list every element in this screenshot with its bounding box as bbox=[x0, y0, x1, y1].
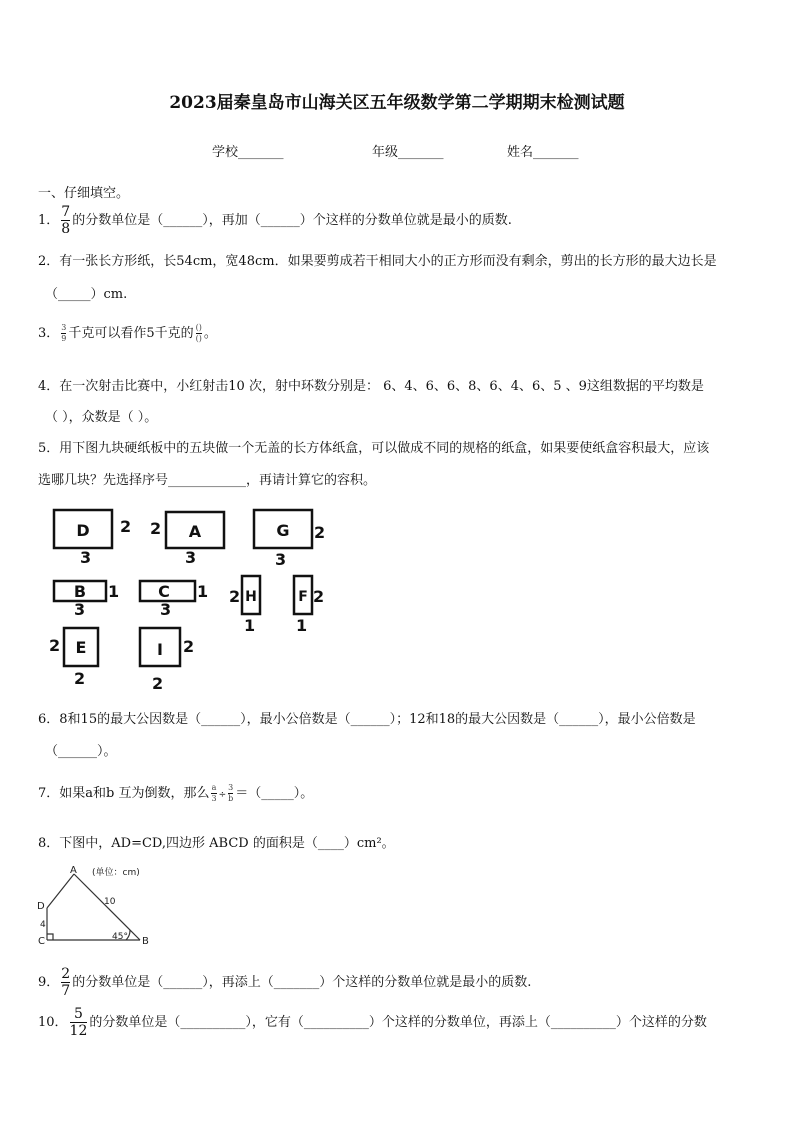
vertex-D: D bbox=[37, 901, 45, 912]
cardboard-figure bbox=[40, 500, 350, 695]
question-5-line-1: 5．用下图九块硬纸板中的五块做一个无盖的长方体纸盒，可以做成不同的规格的纸盒，如果要使纸盒容积最大，应该 bbox=[38, 441, 710, 456]
vertex-A: A bbox=[70, 865, 77, 876]
question-number: 9． bbox=[38, 975, 60, 990]
side-dc-label: 4 bbox=[40, 920, 46, 930]
board-side: 2 bbox=[183, 637, 195, 656]
board-bottom: 2 bbox=[74, 669, 86, 688]
fraction: $\frac{7}{8}$ bbox=[61, 204, 71, 237]
school-field: 学校_______ bbox=[212, 145, 284, 160]
question-text: 7．如果a和b 互为倒数，那么 bbox=[38, 786, 210, 801]
question-9 bbox=[38, 967, 531, 998]
board-side: 2 bbox=[314, 523, 326, 542]
board-bottom: 3 bbox=[80, 548, 92, 567]
angle-label: 45° bbox=[112, 932, 128, 942]
fraction: $\frac{5}{12}$ bbox=[69, 1006, 88, 1039]
section-heading: 一、仔细填空。 bbox=[38, 186, 130, 201]
question-number: 1． bbox=[38, 213, 60, 228]
board-bottom: 1 bbox=[244, 616, 256, 635]
board-label: G bbox=[276, 521, 290, 540]
vertex-C: C bbox=[38, 936, 45, 947]
page-title: 2023届秦皇岛市山海关区五年级数学第二学期期末检测试题 bbox=[169, 93, 625, 113]
board-label: D bbox=[76, 521, 90, 540]
board-label: H bbox=[245, 589, 257, 605]
board-bottom: 3 bbox=[160, 600, 172, 619]
grade-field: 年级_______ bbox=[372, 145, 444, 160]
question-text: 的分数单位是（__________），它有（__________）个这样的分数单位，再添上（__________）个这样的分数 bbox=[89, 1015, 707, 1030]
question-4-line-1: 4．在一次射击比赛中，小红射击10 次，射中环数分别是： 6、4、6、6、8、6、4、6、5 、9这组数据的平均数是 bbox=[38, 379, 704, 394]
question-text: 的分数单位是（______），再添上（_______）个这样的分数单位就是最小的质数. bbox=[72, 975, 532, 990]
board-label: I bbox=[157, 640, 163, 659]
board-label: C bbox=[158, 582, 170, 601]
fraction: $\frac{2}{7}$ bbox=[61, 966, 71, 999]
board-side: 2 bbox=[313, 587, 325, 606]
board-side: 2 bbox=[229, 587, 241, 606]
board-side: 2 bbox=[150, 519, 162, 538]
board-bottom: 3 bbox=[185, 548, 197, 567]
fraction: $\frac{a}{3}$ bbox=[211, 783, 217, 803]
question-10 bbox=[38, 1007, 707, 1038]
fraction: $\frac{3}{b}$ bbox=[228, 783, 234, 803]
board-label: A bbox=[188, 522, 202, 541]
board-side: 1 bbox=[197, 582, 209, 601]
question-7: 7．如果a和b 互为倒数，那么 $\frac{a}{3}$ ÷ $\frac{3}{b}$ ＝（_____）。 bbox=[38, 783, 314, 803]
board-label: F bbox=[298, 589, 308, 605]
fraction: $\frac{3}{9}$ bbox=[61, 323, 67, 343]
quadrilateral-figure bbox=[36, 862, 186, 952]
board-bottom: 3 bbox=[275, 550, 287, 569]
question-4-line-2: （ ），众数是（ ）。 bbox=[45, 410, 158, 425]
board-side: 2 bbox=[49, 636, 61, 655]
board-bottom: 3 bbox=[74, 600, 86, 619]
board-bottom: 1 bbox=[296, 616, 308, 635]
question-2-line-1: 2．有一张长方形纸，长54cm，宽48cm．如果要剪成若干相同大小的正方形而没有剩余，剪出的长方形的最大边长是 bbox=[38, 254, 717, 269]
question-6-line-2: （______）。 bbox=[45, 744, 117, 759]
vertex-B: B bbox=[142, 936, 149, 947]
board-side: 1 bbox=[108, 582, 120, 601]
question-2-line-2: （_____）cm. bbox=[45, 287, 128, 302]
board-label: E bbox=[75, 638, 87, 657]
operator: ÷ bbox=[218, 790, 227, 800]
question-text: 的分数单位是（______），再加（______）个这样的分数单位就是最小的质数. bbox=[72, 213, 512, 228]
board-label: B bbox=[73, 582, 87, 601]
board-bottom: 2 bbox=[152, 674, 164, 693]
question-text: 千克可以看作5千克的 bbox=[68, 326, 194, 341]
side-ab-label: 10 bbox=[104, 897, 116, 907]
question-number: 3． bbox=[38, 326, 60, 341]
question-8: 8．下图中，AD=CD,四边形 ABCD 的面积是（____）cm²。 bbox=[38, 836, 395, 851]
question-5-line-2: 选哪几块？先选择序号____________，再请计算它的容积。 bbox=[38, 473, 377, 488]
question-3: 3． $\frac{3}{9}$ 千克可以看作5千克的 $\frac{()}{()}$ 。 bbox=[38, 323, 217, 343]
question-number: 10． bbox=[38, 1015, 68, 1030]
fraction-blank: $\frac{()}{()}$ bbox=[195, 323, 202, 343]
board-side: 2 bbox=[120, 517, 132, 536]
question-6-line-1: 6．8和15的最大公因数是（______），最小公倍数是（______）；12和18的最大公因数是（______），最小公倍数是 bbox=[38, 712, 696, 727]
name-field: 姓名_______ bbox=[507, 145, 579, 160]
unit-label: (单位：cm) bbox=[92, 868, 140, 878]
question-1 bbox=[38, 205, 512, 236]
